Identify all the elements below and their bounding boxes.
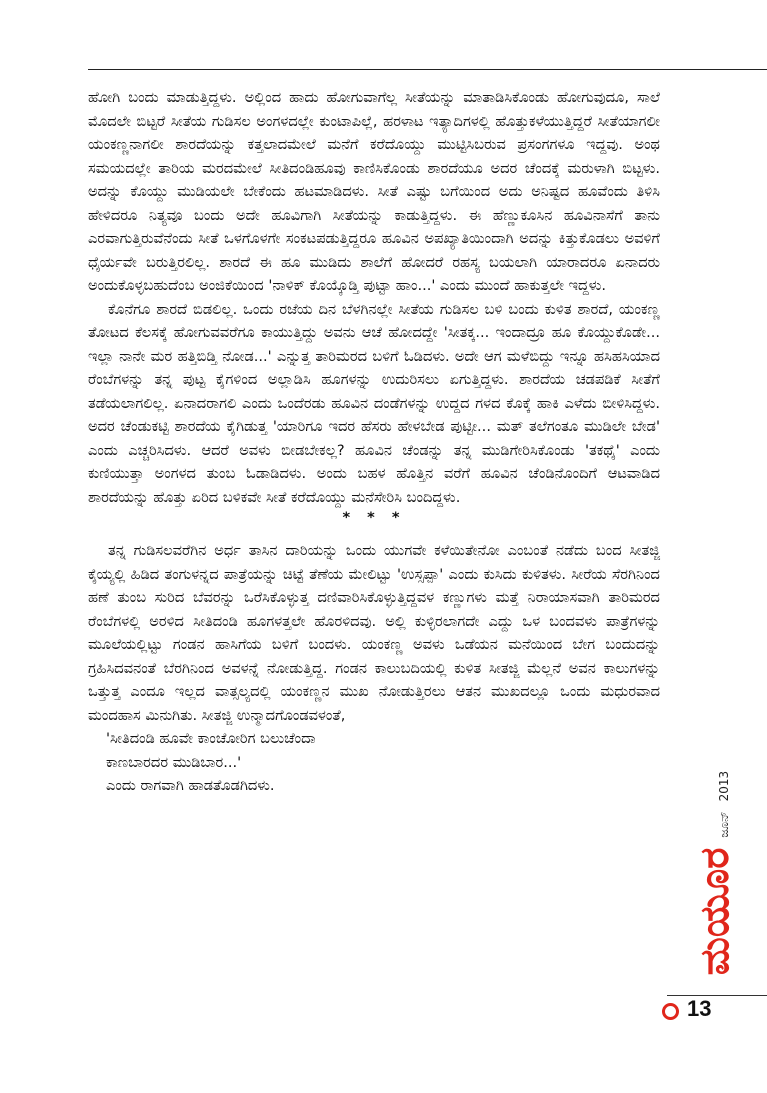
closing-line: ಎಂದು ರಾಗವಾಗಿ ಹಾಡತೊಡಗಿದಳು. [106, 777, 275, 794]
footer-rule [667, 995, 767, 996]
verse-line-2: ಕಾಣಬಾರದರ ಮುಡಿಬಾರ...' [106, 753, 242, 771]
article-body [88, 86, 660, 798]
magazine-masthead-vertical [687, 760, 743, 986]
page-number: 13 [687, 996, 712, 1021]
issue-month: ಜೂನ್ [717, 811, 731, 838]
top-rule [88, 69, 767, 70]
section-separator: * * * [342, 509, 406, 526]
paragraph-2: ಕೊನೆಗೂ ಶಾರದೆ ಬಿಡಲಿಲ್ಲ. ಒಂದು ರಜೆಯ ದಿನ ಬೆಳಗಿನಲ್ಲೇ ಸೀತೆಯ ಗುಡಿಸಲ ಬಳಿ ಬಂದು ಕುಳಿತ ಶಾರದೆ, ಯಂಕಣ್ಣ ತೋಟದ ಕೆಲಸಕ್ಕೆ ಹೋಗುವವರೆಗೂ ಕಾಯುತ್ತಿದ್ದು ಅವನು ಆಚೆ ಹೋದದ್ದೇ 'ಸೀತಕ್ಕ... ಇಂದಾದ್ರೂ ಹೂ ಕೊಯ್ದುಕೊಡೇ... ಇಲ್ಲಾ ನಾನೇ ಮರ ಹತ್ತಿಬಿಡ್ತಿ ನೋಡ...' ಎನ್ನುತ್ತ ತಾರಿಮರದ ಬಳಿಗೆ ಓಡಿದಳು. ಅದೇ ಆಗ ಮಳೆಬಿದ್ದು ಇನ್ನೂ ಹಸಿಹಸಿಯಾದ ರೆಂಬೆಗಳನ್ನು ತನ್ನ ಪುಟ್ಟ ಕೈಗಳಿಂದ ಅಲ್ಲಾಡಿಸಿ ಹೂಗಳನ್ನು ಉದುರಿಸಲು ಏಗುತ್ತಿದ್ದಳು. ಶಾರದೆಯ ಚಡಪಡಿಕೆ ಸೀತೆಗೆ ತಡೆಯಲಾಗಲಿಲ್ಲ. ಏನಾದರಾಗಲಿ ಎಂದು ಒಂದೆರಡು ಹೂವಿನ ದಂಡೆಗಳನ್ನು ಉದ್ದದ ಗಳದ ಕೊಕ್ಕೆ ಹಾಕಿ ಎಳೆದು ಬೀಳಿಸಿದ್ದಳು. ಅದರ ಚೆಂಡುಕಟ್ಟಿ ಶಾರದೆಯ ಕೈಗಿಡುತ್ತ 'ಯಾರಿಗೂ ಇದರ ಹೆಸರು ಹೇಳಬೇಡ ಪುಟ್ಟೀ... ಮತ್ ತಲೆಗಂತೂ ಮುಡಿಲೇ ಬೇಡ' ಎಂದು ಎಚ್ಚರಿಸಿದಳು. ಆದರೆ ಅವಳು ಬೀಡಬೇಕಲ್ಲ? ಹೂವಿನ ಚೆಂಡನ್ನು ತನ್ನ ಮುಡಿಗೇರಿಸಿಕೊಂಡು 'ತಕಥೈ' ಎಂದು ಕುಣಿಯುತ್ತಾ ಅಂಗಳದ ತುಂಬ ಓಡಾಡಿದಳು. ಅಂದು ಬಹಳ ಹೊತ್ತಿನ ವರೆಗೆ ಹೂವಿನ ಚೆಂಡಿನೊಂದಿಗೆ ಆಟವಾಡಿದ ಶಾರದೆಯನ್ನು ಹೊತ್ತು ಏರಿದ ಬಳಿಕವೇ ಸೀತೆ ಕರೆದೊಯ್ದು ಮನೆಸೇರಿಸಿ ಬಂದಿದ್ದಳು. [88, 300, 660, 506]
issue-year: 2013 [717, 770, 731, 802]
magazine-name: ಮಯೂರ [692, 847, 738, 976]
verse-line-1: 'ಸೀತಿದಂಡಿ ಹೂವೇ ಕಾಂಚೋರಿಗ ಬಲುಚೆಂದಾ [106, 730, 316, 747]
paragraph-1: ಹೋಗಿ ಬಂದು ಮಾಡುತ್ತಿದ್ದಳು. ಅಲ್ಲಿಂದ ಹಾದು ಹೋಗುವಾಗೆಲ್ಲ ಸೀತೆಯನ್ನು ಮಾತಾಡಿಸಿಕೊಂಡು ಹೋಗುವುದೂ, ಸಾಲೆ ಮೊದಲೇ ಬಿಟ್ಟರೆ ಸೀತೆಯ ಗುಡಿಸಲ ಅಂಗಳದಲ್ಲೇ ಕುಂಟಾಪಿಲ್ಲೆ, ಹರಳಾಟ ಇತ್ಯಾದಿಗಳಲ್ಲಿ ಹೊತ್ತುಕಳೆಯುತ್ತಿದ್ದರೆ ಸೀತೆಯಾಗಲೀ ಯಂಕಣ್ಣನಾಗಲೀ ಶಾರದೆಯನ್ನು ಕತ್ತಲಾದಮೇಲೆ ಮನೆಗೆ ಕರೆದೊಯ್ದು ಮುಟ್ಟಿಸಿಬರುವ ಪ್ರಸಂಗಗಳೂ ಇದ್ದವು. ಅಂಥ ಸಮಯದಲ್ಲೇ ತಾರಿಯ ಮರದಮೇಲೆ ಸೀತಿದಂಡಿಹೂವು ಕಾಣಿಸಿಕೊಂಡು ಶಾರದೆಯೂ ಅದರ ಚೆಂದಕ್ಕೆ ಮರುಳಾಗಿ ಬಿಟ್ಟಳು. ಅದನ್ನು ಕೊಯ್ದು ಮುಡಿಯಲೇ ಬೇಕೆಂದು ಹಟಮಾಡಿದಳು. ಸೀತೆ ಎಷ್ಟು ಬಗೆಯಿಂದ ಅದು ಅನಿಷ್ಟದ ಹೂವೆಂದು ತಿಳಿಸಿ ಹೇಳಿದರೂ ನಿತ್ಯವೂ ಬಂದು ಅದೇ ಹೂವಿಗಾಗಿ ಸೀತೆಯನ್ನು ಕಾಡುತ್ತಿದ್ದಳು. ಈ ಹೆಣ್ಣುಕೂಸಿನ ಹೂವಿನಾಸೆಗೆ ತಾನು ಎರವಾಗುತ್ತಿರುವೆನೆಂದು ಸೀತೆ ಒಳಗೊಳಗೇ ಸಂಕಟಪಡುತ್ತಿದ್ದರೂ ಹೂವಿನ ಅಪಖ್ಯಾತಿಯಿಂದಾಗಿ ಅದನ್ನು ಕಿತ್ತುಕೊಡಲು ಅವಳಿಗೆ ಧೈರ್ಯವೇ ಬರುತ್ತಿರಲಿಲ್ಲ. ಶಾರದೆ ಈ ಹೂ ಮುಡಿದು ಶಾಲೆಗೆ ಹೋದರೆ ರಹಸ್ಯ ಬಯಲಾಗಿ ಯಾರಾದರೂ ಏನಾದರು ಅಂದುಕೊಳ್ಳಬಹುದೆಂಬ ಅಂಜಿಕೆಯಿಂದ 'ನಾಳಿಕ್ ಕೊಯ್ಕೊಡ್ತಿ ಪುಟ್ಟಾ ಹಾಂ...' ಎಂದು ಮುಂದೆ ಹಾಕುತ್ತಲೇ ಇದ್ದಳು. [88, 89, 660, 294]
circle-icon [662, 1003, 679, 1020]
paragraph-3: ತನ್ನ ಗುಡಿಸಲವರೆಗಿನ ಅರ್ಧ ತಾಸಿನ ದಾರಿಯನ್ನು ಒಂದು ಯುಗವೇ ಕಳೆಯಿತೇನೋ ಎಂಬಂತೆ ನಡೆದು ಬಂದ ಸೀತಜ್ಜಿ ಕೈಯ್ಯಲ್ಲಿ ಹಿಡಿದ ತಂಗುಳನ್ನದ ಪಾತ್ರೆಯನ್ನು ಚಿಟ್ಟೆ ತೆಣೆಯ ಮೇಲಿಟ್ಟು 'ಉಸ್ಸಪ್ಪಾ' ಎಂದು ಕುಸಿದು ಕುಳಿತಳು. ಸೀರೆಯ ಸೆರಗಿನಿಂದ ಹಣೆ ತುಂಬ ಸುರಿದ ಬೆವರನ್ನು ಒರೆಸಿಕೊಳ್ಳುತ್ತ ದಣಿವಾರಿಸಿಕೊಳ್ಳುತ್ತಿದ್ದವಳ ಕಣ್ಣುಗಳು ಮತ್ತೆ ನಿರಾಯಾಸವಾಗಿ ತಾರಿಮರದ ರೆಂಬೆಗಳಲ್ಲಿ ಅರಳಿದ ಸೀತಿದಂಡಿ ಹೂಗಳತ್ತಲೇ ಹೊರಳಿದವು. ಅಲ್ಲಿ ಕುಳ್ಳಿರಲಾಗದೇ ಎದ್ದು ಒಳ ಬಂದವಳು ಪಾತ್ರೆಗಳನ್ನು ಮೂಲೆಯಲ್ಲಿಟ್ಟು ಗಂಡನ ಹಾಸಿಗೆಯ ಬಳಿಗೆ ಬಂದಳು. ಯಂಕಣ್ಣ ಅವಳು ಒಡೆಯನ ಮನೆಯಿಂದ ಬೇಗ ಬಂದುದನ್ನು ಗ್ರಹಿಸಿದವನಂತೆ ಬೆರಗಿನಿಂದ ಅವಳನ್ನೆ ನೋಡುತ್ತಿದ್ದ. ಗಂಡನ ಕಾಲುಬದಿಯಲ್ಲಿ ಕುಳಿತ ಸೀತಜ್ಜಿ ಮೆಲ್ಲನೆ ಅವನ ಕಾಲುಗಳನ್ನು ಒತ್ತುತ್ತ ಎಂದೂ ಇಲ್ಲದ ವಾತ್ಸಲ್ಯದಲ್ಲಿ ಯಂಕಣ್ಣನ ಮುಖ ನೋಡುತ್ತಿರಲು ಆತನ ಮುಖದಲ್ಲೂ ಒಂದು ಮಧುರವಾದ ಮಂದಹಾಸ ಮಿನುಗಿತು. ಸೀತಜ್ಜಿ ಉನ್ಮಾದಗೊಂಡವಳಂತೆ, [88, 542, 660, 724]
